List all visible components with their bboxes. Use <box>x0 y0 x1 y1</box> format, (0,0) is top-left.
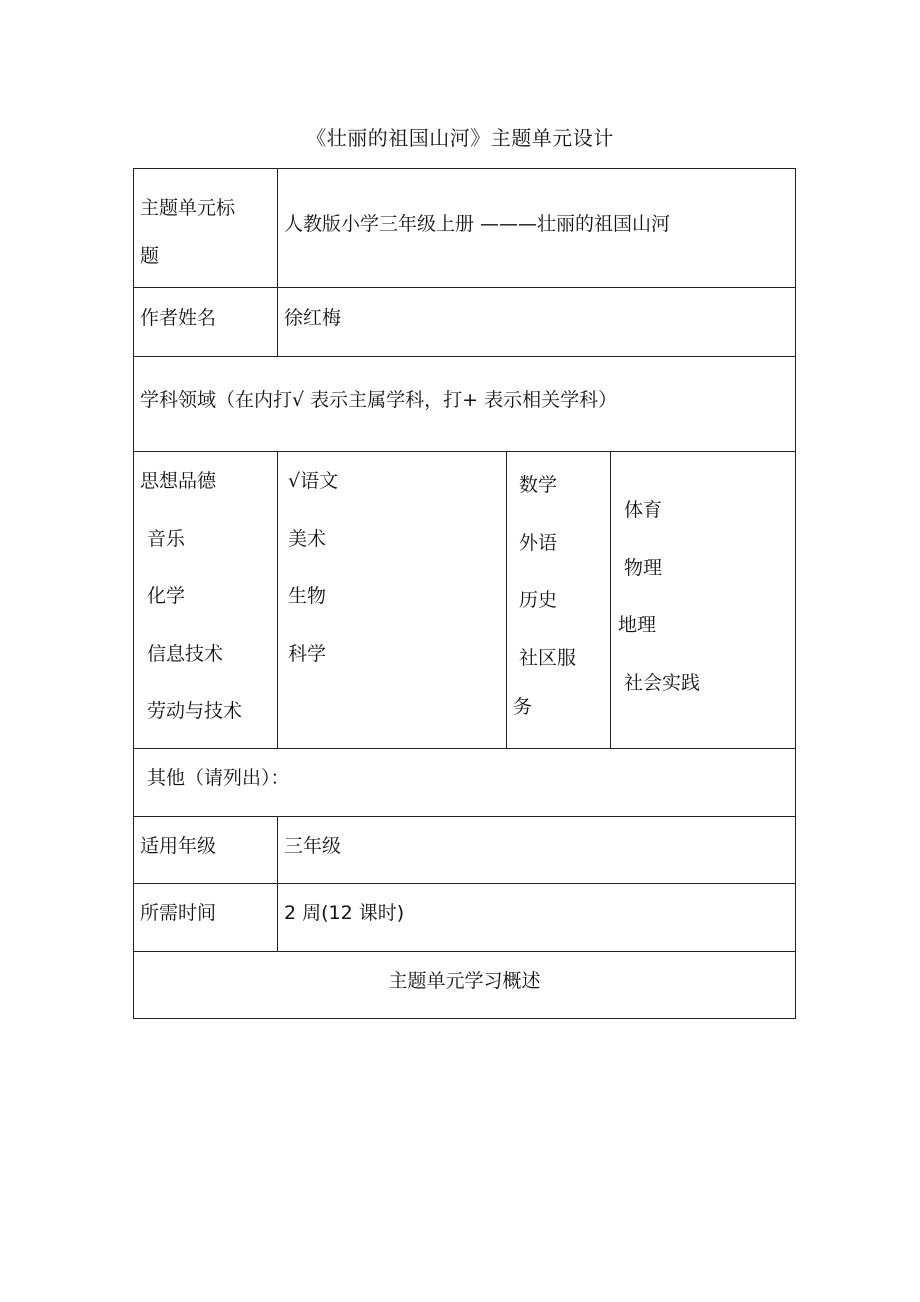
row-divider <box>133 951 796 952</box>
author-value: 徐红梅 <box>284 307 342 329</box>
subjects-column-3 <box>513 469 577 748</box>
subject-item: 地理 <box>618 614 657 636</box>
column-divider <box>277 168 278 356</box>
grade-value: 三年级 <box>284 835 342 857</box>
other-subjects-text: 其他（请列出）： <box>147 767 290 789</box>
subjects-column-1 <box>140 465 242 753</box>
subject-item: 数学 <box>519 474 558 496</box>
table-border-bottom <box>133 1018 796 1019</box>
column-divider <box>277 451 278 748</box>
row-divider <box>133 883 796 884</box>
subject-item: 体育 <box>624 499 663 521</box>
column-divider <box>610 451 611 748</box>
subjects-column-4 <box>618 494 701 724</box>
unit-title-value: 人教版小学三年级上册 ———壮丽的祖国山河 <box>284 213 671 235</box>
subject-item: 社会实践 <box>624 671 701 694</box>
table-border-left <box>133 168 134 1019</box>
grade-label: 适用年级 <box>140 835 217 857</box>
subject-item: 科学 <box>288 642 327 665</box>
unit-design-table <box>133 168 796 1019</box>
time-label: 所需时间 <box>140 902 217 924</box>
subject-item-wrap: 务 <box>513 695 533 718</box>
subject-item: 外语 <box>519 531 558 554</box>
subject-item: 生物 <box>288 585 327 607</box>
unit-title-label <box>140 184 235 280</box>
table-border-right <box>795 168 796 1019</box>
row-divider <box>133 816 796 817</box>
row-divider <box>133 287 796 288</box>
subject-item: 思想品德 <box>140 470 217 492</box>
subject-item-checked: √语文 <box>288 470 339 492</box>
column-divider <box>506 451 507 748</box>
subject-domain-text: 学科领域（在内打√ 表示主属学科，打+ 表示相关学科） <box>140 389 618 411</box>
subject-item: 美术 <box>288 527 327 550</box>
document-title: 《壮丽的祖国山河》主题单元设计 <box>306 126 614 150</box>
subject-item: 化学 <box>147 585 186 607</box>
label-line: 题 <box>140 245 160 267</box>
table-border-top <box>133 168 796 169</box>
time-value: 2 周(12 课时) <box>284 902 405 924</box>
row-divider <box>133 451 796 452</box>
label-line: 主题单元标 <box>140 197 236 219</box>
subject-item: 音乐 <box>147 527 186 550</box>
subject-item: 历史 <box>519 589 558 611</box>
subjects-column-2 <box>288 465 338 695</box>
subject-item: 社区服 <box>519 646 577 669</box>
overview-heading: 主题单元学习概述 <box>388 970 541 992</box>
column-divider <box>277 816 278 951</box>
subject-item: 物理 <box>624 556 663 579</box>
author-label: 作者姓名 <box>140 307 217 329</box>
subject-item: 劳动与技术 <box>147 700 243 722</box>
row-divider <box>133 356 796 357</box>
subject-item: 信息技术 <box>147 642 224 665</box>
